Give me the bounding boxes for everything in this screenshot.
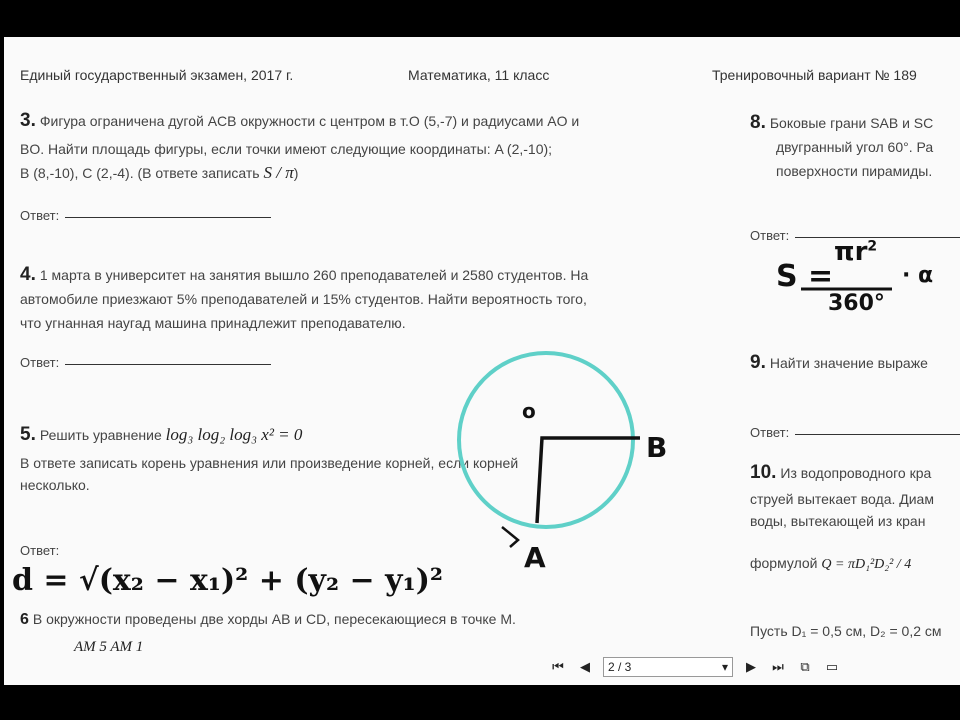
exponent-text: 2 xyxy=(867,238,878,255)
problem-5-line-3: несколько. xyxy=(20,477,90,493)
handwritten-distance-formula: d = √(x₂ − x₁)² + (y₂ − y₁)² xyxy=(12,563,444,598)
drawn-circle xyxy=(459,353,633,527)
prev-page-icon[interactable]: ◀ xyxy=(580,659,590,674)
problem-number: 3. xyxy=(20,110,36,131)
problem-number: 6 xyxy=(20,611,29,628)
problem-6-fraction: AM 5 AM 1 xyxy=(74,639,144,655)
page-number: 2 / 3 xyxy=(608,660,632,674)
answer-label: Ответ: xyxy=(750,425,790,440)
answer-label: Ответ: xyxy=(20,543,60,558)
numerator-text: πr xyxy=(834,237,868,267)
answer-label: Ответ: xyxy=(20,355,60,370)
problem-text: 1 марта в университет на занятия вышло 260 преподавателей и 2580 студентов. На xyxy=(39,267,589,283)
problem-text: ) xyxy=(293,165,299,181)
pdf-toolbar xyxy=(549,654,841,680)
formula-expression: Q = πD₁²D₂² / 4 xyxy=(821,557,912,572)
problem-number: 5. xyxy=(20,424,36,445)
answer-label: Ответ: xyxy=(20,208,60,223)
label-o: o xyxy=(522,399,536,423)
math-expression: S / π xyxy=(263,163,294,182)
problem-4-line-2: автомобиле приезжают 5% преподавателей и 15% студентов. Найти вероятность того, xyxy=(20,291,587,307)
problem-text: Фигура ограничена дугой ACB окружности с центром в т.O (5,-7) и радиусами AO и xyxy=(39,113,580,129)
problem-8-line-3: поверхности пирамиды. xyxy=(776,163,933,179)
problem-5-line-2: В ответе записать корень уравнения или произведение корней, если корней xyxy=(20,455,519,471)
variant-header: Тренировочный вариант № 189 xyxy=(712,67,917,83)
last-page-icon[interactable]: ⏭ xyxy=(772,659,784,674)
handwritten-multiplier: · α xyxy=(902,263,934,288)
problem-number: 4. xyxy=(20,264,36,285)
label-b: B xyxy=(646,431,668,464)
handwritten-s-equals: S = xyxy=(776,259,834,294)
fit-page-icon[interactable]: ⧉ xyxy=(800,659,810,674)
chevron-down-icon: ▾ xyxy=(721,660,728,674)
problem-10-line-3: воды, вытекающей из кран xyxy=(750,513,926,529)
page-selector[interactable] xyxy=(603,657,733,677)
exam-header: Единый государственный экзамен, 2017 г. xyxy=(20,67,294,83)
subject-header: Математика, 11 класс xyxy=(408,67,550,83)
pen-cursor xyxy=(502,527,518,547)
pages-icon[interactable]: ▭ xyxy=(825,659,839,674)
problem-10-line-5: Пусть D₁ = 0,5 см, D₂ = 0,2 см xyxy=(750,623,942,639)
handwritten-denominator: 360° xyxy=(828,291,885,316)
problem-text: Найти значение выраже xyxy=(769,355,928,371)
problem-text: В окружности проведены две хорды AB и CD, пересекающиеся в точке M. xyxy=(32,611,516,627)
document-page xyxy=(4,37,960,685)
problem-text: Решить уравнение xyxy=(39,427,166,443)
first-page-icon[interactable]: ⏮ xyxy=(552,659,564,674)
problem-3-line-2: BO. Найти площадь фигуры, если точки имеют следующие координаты: A (2,-10); xyxy=(20,141,553,157)
problem-4-line-3: что угнанная наугад машина принадлежит преподавателю. xyxy=(20,315,406,331)
problem-number: 10. xyxy=(750,462,777,483)
answer-label: Ответ: xyxy=(750,228,790,243)
next-page-icon[interactable]: ▶ xyxy=(746,659,756,674)
math-expression: log₃ log₂ log₃ x² = 0 xyxy=(165,425,303,444)
problem-text: B (8,-10), C (2,-4). (В ответе записать xyxy=(20,165,264,181)
problem-text: Боковые грани SAB и SC xyxy=(769,115,934,131)
problem-10-line-2: струей вытекает вода. Диам xyxy=(750,491,934,507)
problem-number: 9. xyxy=(750,352,766,373)
label-a: A xyxy=(524,541,546,574)
problem-text: Из водопроводного кра xyxy=(780,465,932,481)
problem-number: 8. xyxy=(750,112,766,133)
problem-8-line-2: двугранный угол 60°. Ра xyxy=(776,139,934,155)
formula-label: формулой xyxy=(750,555,818,571)
drawing-layer xyxy=(4,37,960,685)
